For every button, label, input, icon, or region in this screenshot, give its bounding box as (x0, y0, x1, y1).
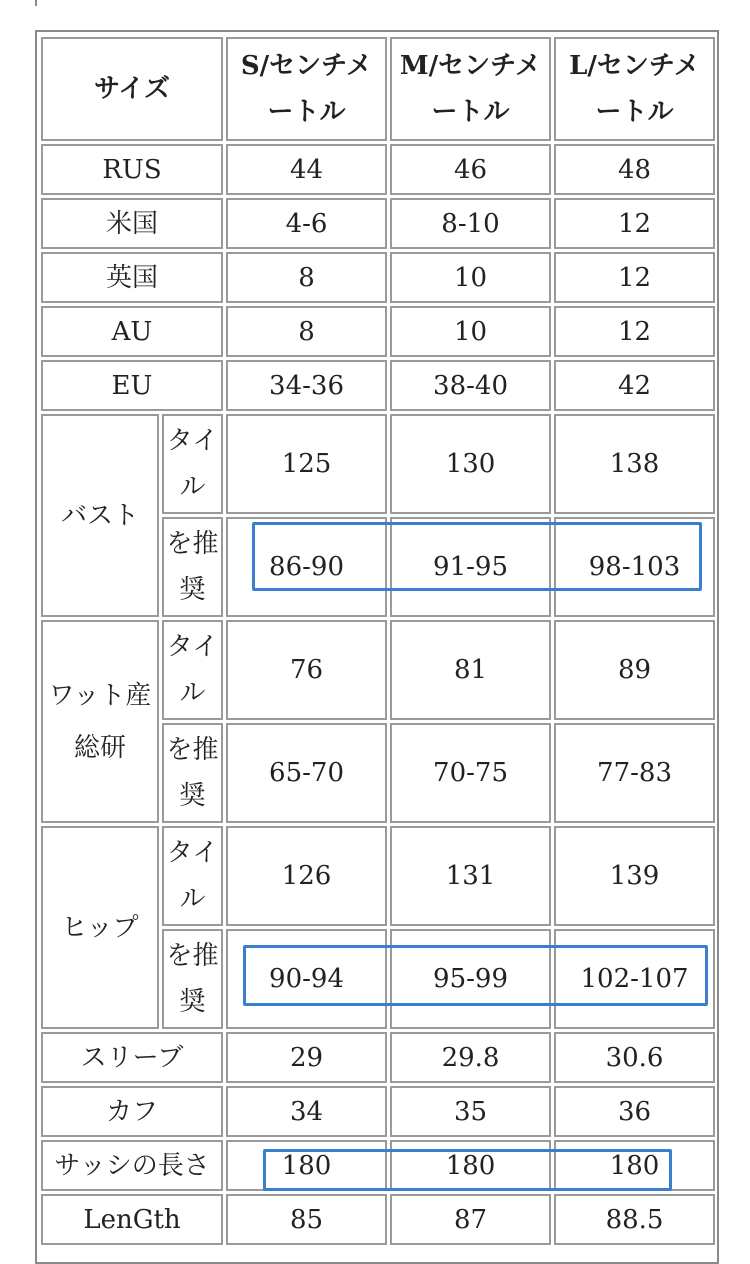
cell-length-l: 88.5 (554, 1194, 715, 1245)
table-row (41, 1194, 715, 1245)
cell-cuff-s: 34 (226, 1086, 387, 1137)
table-row (41, 198, 715, 249)
row-label-hip: ヒップ (41, 826, 159, 1029)
cell-bust-tile-m: 130 (390, 414, 551, 514)
sub-label-line2: 奨 (179, 987, 206, 1017)
table-row (41, 144, 715, 195)
sub-label-bust-rec (162, 517, 223, 617)
cell-cuff-m: 35 (390, 1086, 551, 1137)
sub-label-line1: を推 (166, 529, 219, 559)
cell-waist-rec-s: 65-70 (226, 723, 387, 823)
cell-bust-rec-m: 91-95 (390, 517, 551, 617)
sub-label-line2: ル (179, 678, 206, 708)
sub-label-bust-tile (162, 414, 223, 514)
cell-waist-tile-l: 89 (554, 620, 715, 720)
cell-hip-rec-l: 102-107 (554, 929, 715, 1029)
cell-eu-l: 42 (554, 360, 715, 411)
cell-us-l: 12 (554, 198, 715, 249)
row-label-uk: 英国 (41, 252, 223, 303)
l-header (554, 37, 715, 141)
row-label-cuff: カフ (41, 1086, 223, 1137)
row-label-waist (41, 620, 159, 823)
table-row (41, 620, 715, 720)
cell-length-m: 87 (390, 1194, 551, 1245)
m-header (390, 37, 551, 141)
sub-label-line1: タイ (166, 426, 219, 456)
cell-us-s: 4-6 (226, 198, 387, 249)
size-header: サイズ (41, 37, 223, 141)
size-chart-table (38, 34, 718, 1248)
sub-label-line1: タイ (166, 838, 219, 868)
cell-sash-l: 180 (554, 1140, 715, 1191)
table-row (41, 306, 715, 357)
header-row (41, 37, 715, 141)
table-row (41, 1032, 715, 1083)
table-row (41, 414, 715, 514)
cell-au-s: 8 (226, 306, 387, 357)
sub-label-line2: 奨 (179, 781, 206, 811)
s-header-line1: S/センチメ (240, 51, 373, 81)
row-label-au: AU (41, 306, 223, 357)
sub-label-line2: 奨 (179, 575, 206, 605)
row-label-rus: RUS (41, 144, 223, 195)
l-header-line2: ートル (595, 97, 674, 127)
cell-waist-rec-l: 77-83 (554, 723, 715, 823)
sub-label-waist-tile (162, 620, 223, 720)
sub-label-hip-tile (162, 826, 223, 926)
cell-au-m: 10 (390, 306, 551, 357)
l-header-line1: L/センチメ (569, 51, 700, 81)
cell-uk-m: 10 (390, 252, 551, 303)
sub-label-line1: を推 (166, 735, 219, 765)
cell-length-s: 85 (226, 1194, 387, 1245)
sub-label-line2: ル (179, 884, 206, 914)
cell-waist-rec-m: 70-75 (390, 723, 551, 823)
cell-waist-tile-m: 81 (390, 620, 551, 720)
cell-us-m: 8-10 (390, 198, 551, 249)
cell-sleeve-l: 30.6 (554, 1032, 715, 1083)
row-label-us: 米国 (41, 198, 223, 249)
divider (35, 0, 37, 6)
sub-label-line1: を推 (166, 941, 219, 971)
table-row (41, 826, 715, 926)
s-header-line2: ートル (267, 97, 346, 127)
cell-uk-l: 12 (554, 252, 715, 303)
cell-hip-tile-l: 139 (554, 826, 715, 926)
cell-bust-rec-l: 98-103 (554, 517, 715, 617)
cell-eu-m: 38-40 (390, 360, 551, 411)
cell-rus-m: 46 (390, 144, 551, 195)
waist-label-line2: 総研 (73, 732, 126, 763)
row-label-length: LenGth (41, 1194, 223, 1245)
cell-sash-m: 180 (390, 1140, 551, 1191)
cell-eu-s: 34-36 (226, 360, 387, 411)
m-header-line1: M/センチメ (399, 51, 542, 81)
cell-rus-l: 48 (554, 144, 715, 195)
row-label-bust: バスト (41, 414, 159, 617)
sub-label-hip-rec (162, 929, 223, 1029)
row-label-sash: サッシの長さ (41, 1140, 223, 1191)
sub-label-line1: タイ (166, 632, 219, 662)
cell-hip-rec-s: 90-94 (226, 929, 387, 1029)
s-header (226, 37, 387, 141)
sub-label-waist-rec (162, 723, 223, 823)
m-header-line2: ートル (431, 97, 510, 127)
table-row (41, 252, 715, 303)
cell-cuff-l: 36 (554, 1086, 715, 1137)
table-row (41, 360, 715, 411)
waist-label-line1: ワット産 (48, 680, 152, 711)
cell-waist-tile-s: 76 (226, 620, 387, 720)
cell-hip-tile-s: 126 (226, 826, 387, 926)
cell-hip-tile-m: 131 (390, 826, 551, 926)
cell-sleeve-s: 29 (226, 1032, 387, 1083)
cell-uk-s: 8 (226, 252, 387, 303)
table-row (41, 1140, 715, 1191)
cell-sleeve-m: 29.8 (390, 1032, 551, 1083)
cell-sash-s: 180 (226, 1140, 387, 1191)
cell-hip-rec-m: 95-99 (390, 929, 551, 1029)
cell-bust-rec-s: 86-90 (226, 517, 387, 617)
sub-label-line2: ル (179, 472, 206, 502)
table-row (41, 1086, 715, 1137)
row-label-eu: EU (41, 360, 223, 411)
row-label-sleeve: スリーブ (41, 1032, 223, 1083)
cell-bust-tile-l: 138 (554, 414, 715, 514)
cell-au-l: 12 (554, 306, 715, 357)
cell-rus-s: 44 (226, 144, 387, 195)
cell-bust-tile-s: 125 (226, 414, 387, 514)
